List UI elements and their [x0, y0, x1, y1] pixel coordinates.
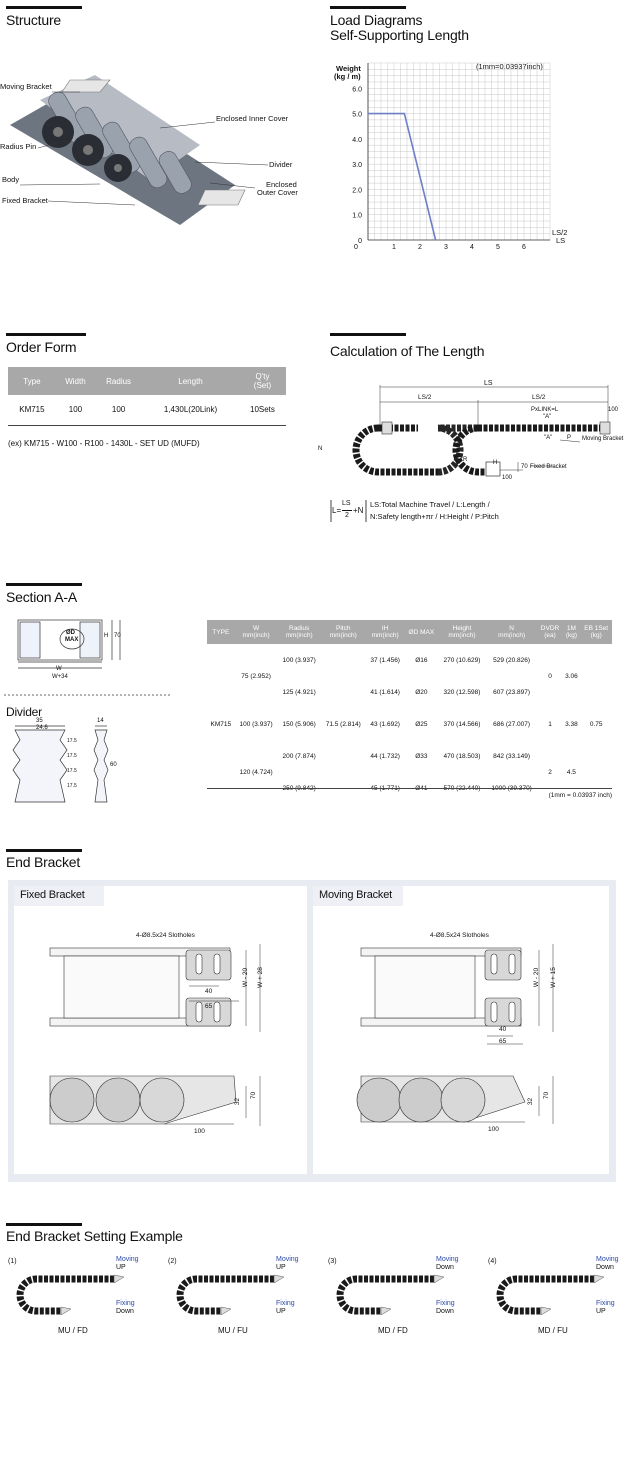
- end-bracket-title: End Bracket: [6, 854, 81, 870]
- setting-num: (1): [8, 1258, 17, 1265]
- load-chart: [328, 0, 628, 260]
- y-tick-label: 1.0: [352, 212, 362, 220]
- spec-row: [207, 740, 612, 772]
- setting-bot-2: UP: [596, 1308, 606, 1315]
- spec-header-4: [366, 620, 405, 644]
- spec-cell-radius: 200 (7.874): [282, 752, 316, 760]
- spec-cell-dvdr: 1: [548, 720, 552, 728]
- spec-header-text: Height: [452, 625, 472, 632]
- label-fixed-bracket: Fixed Bracket: [2, 196, 48, 205]
- spec-cell-n: 529 (20.826): [493, 656, 531, 664]
- header-bar: [6, 849, 82, 852]
- spec-header-text: mm(inch): [371, 632, 399, 639]
- spec-header-8: [538, 620, 563, 644]
- setting-bot-1: Fixing: [596, 1300, 615, 1307]
- fixed-dim-70: 70: [250, 1091, 258, 1100]
- x-axis-label-2: LS: [556, 236, 566, 245]
- y-tick-label: 5.0: [352, 111, 362, 119]
- fixed-bracket-box: [14, 886, 307, 1174]
- y-tick-label: 2.0: [352, 187, 362, 195]
- y-tick-label: 3.0: [352, 162, 362, 170]
- moving-dim-40: 40: [499, 1026, 507, 1033]
- moving-dim-100: 100: [488, 1126, 499, 1133]
- calc-label-ls2a: LS/2: [418, 394, 432, 401]
- formula-den: 2: [345, 512, 349, 519]
- spec-header-7: [486, 620, 538, 644]
- spec-header-text: (kg): [565, 632, 578, 639]
- spec-cell-1m: 3.06: [565, 672, 578, 680]
- moving-dim-70: 70: [543, 1091, 551, 1100]
- formula-num: LS: [342, 500, 351, 507]
- setting-num: (3): [328, 1258, 337, 1265]
- section-label-70: 70: [114, 633, 121, 639]
- spec-cell-height: 470 (18.503): [443, 752, 481, 760]
- structure-title: Structure: [6, 12, 61, 28]
- spec-header-text: Radius: [289, 625, 310, 632]
- spec-cell-ih: 41 (1.614): [370, 688, 400, 696]
- order-cell-type: KM715: [19, 405, 45, 415]
- section-drawing: [0, 580, 200, 810]
- spec-cell-od: Ø33: [415, 752, 428, 760]
- spec-header-3: [321, 620, 366, 644]
- spec-cell-dvdr: 0: [548, 672, 552, 680]
- spec-cell-n: 1000 (39.370): [491, 784, 532, 792]
- divider-label-35: 35: [36, 718, 43, 724]
- y-tick-label: 4.0: [352, 136, 362, 144]
- calc-label-100b: 100: [502, 475, 513, 481]
- spec-header-text: N: [509, 625, 514, 632]
- order-cell-length: 1,430L(20Link): [163, 405, 218, 415]
- spec-cell-height: 570 (22.440): [443, 784, 481, 792]
- setting-example-section: [0, 1220, 630, 1350]
- label-moving-bracket: Moving Bracket: [0, 82, 52, 91]
- spec-cell-od: Ø20: [415, 688, 428, 696]
- setting-example-4: [486, 1256, 626, 1346]
- order-title: Order Form: [6, 339, 77, 355]
- order-header-qty-unit: (Set): [253, 381, 272, 390]
- structure-section: [0, 0, 300, 240]
- order-header-radius: Radius: [95, 367, 142, 395]
- spec-cell-dvdr: 2: [548, 768, 552, 776]
- spec-cell-w: 75 (2.952): [241, 672, 271, 680]
- spec-cell-ih: 43 (1.692): [370, 720, 400, 728]
- calc-label-fixed: Fixed Bracket: [530, 464, 567, 470]
- calc-label-70: 70: [521, 464, 528, 470]
- divider-title: Divider: [6, 705, 42, 719]
- setting-chain-drawing: [166, 1256, 306, 1326]
- fixed-slot-label: 4-Ø8.5x24 Slotholes: [136, 932, 195, 939]
- label-body: Body: [2, 175, 20, 184]
- formula-line: [342, 510, 352, 511]
- order-cell-qty: 10Sets: [250, 405, 275, 415]
- spec-header-text: DVDR: [540, 625, 560, 632]
- spec-header-text: EB 1Set: [584, 625, 609, 632]
- spec-cell-od: Ø41: [415, 784, 428, 792]
- fixed-dim-40: 40: [205, 988, 213, 995]
- spec-cell-1m: 4.5: [566, 768, 576, 776]
- header-bar: [6, 333, 86, 336]
- y-tick-label: 6.0: [352, 86, 362, 94]
- label-radius-pin: Radius Pin: [0, 142, 37, 151]
- setting-caption: MU / FD: [58, 1326, 88, 1335]
- x-tick-label: 5: [496, 244, 500, 251]
- order-header-type: Type: [8, 367, 56, 395]
- spec-header-0: [207, 620, 235, 644]
- setting-chain-drawing: [6, 1256, 146, 1326]
- x-tick-label: 0: [354, 244, 358, 251]
- order-header-qty-label: Q'ty: [255, 372, 270, 381]
- setting-num: (2): [168, 1258, 177, 1265]
- label-enclosed-outer-cover-2: Outer Cover: [257, 188, 298, 197]
- setting-caption: MD / FU: [538, 1326, 568, 1335]
- section-label-h: H: [104, 633, 109, 639]
- order-cell-width: 100: [68, 405, 83, 415]
- setting-top-1: Moving: [596, 1256, 619, 1263]
- label-enclosed-inner-cover: Enclosed Inner Cover: [216, 114, 289, 123]
- calc-title: Calculation of The Length: [330, 343, 485, 359]
- setting-top-2: UP: [276, 1264, 286, 1271]
- calc-label-ls: LS: [484, 380, 493, 387]
- calculation-section: [318, 330, 630, 530]
- spec-cell-radius: 250 (9.842): [282, 784, 316, 792]
- x-tick-label: 6: [522, 244, 526, 251]
- spec-header-text: (ea): [544, 632, 556, 639]
- calc-label-a1: "A": [543, 414, 552, 420]
- section-label-od: ØD: [66, 630, 75, 636]
- setting-title: End Bracket Setting Example: [6, 1228, 183, 1244]
- fixed-dim-w20: W - 20: [242, 967, 250, 988]
- setting-bot-2: Down: [436, 1308, 454, 1315]
- setting-example-3: [326, 1256, 466, 1346]
- spec-header-text: 1M: [566, 625, 576, 632]
- spec-header-6: [438, 620, 485, 644]
- spec-cell-n: 686 (27.007): [493, 720, 531, 728]
- spec-cell-pitch: 71.5 (2.814): [325, 720, 361, 728]
- spec-cell-radius: 100 (3.937): [282, 656, 316, 664]
- fixed-bracket-title: Fixed Bracket: [20, 889, 85, 901]
- x-tick-label: 1: [392, 244, 396, 251]
- moving-dim-65: 65: [499, 1038, 507, 1045]
- spec-header-text: IH: [381, 625, 389, 632]
- order-example: (ex) KM715 - W100 - R100 - 1430L - SET UD (MUFD): [8, 439, 200, 448]
- spec-cell-od: Ø25: [415, 720, 428, 728]
- moving-slot-label: 4-Ø8.5x24 Slotholes: [430, 932, 489, 939]
- spec-header-text: mm(inch): [329, 632, 357, 639]
- spec-cell-height: 370 (14.566): [443, 720, 481, 728]
- setting-top-1: Moving: [436, 1256, 459, 1263]
- moving-dim-32: 32: [527, 1097, 535, 1106]
- calc-label-n: N: [318, 446, 323, 452]
- divider-label-60: 60: [110, 762, 117, 768]
- y-axis-label-2: (kg / m): [334, 72, 361, 81]
- spec-cell-w: 120 (4.724): [239, 768, 273, 776]
- spec-header-1: [235, 620, 278, 644]
- y-tick-label: 0: [358, 238, 362, 245]
- x-tick-label: 3: [444, 244, 448, 251]
- spec-header-text: Pitch: [336, 625, 351, 632]
- calc-label-pxlink: PxLINK=L: [531, 407, 559, 413]
- spec-note: (1mm = 0.03937 inch): [548, 792, 612, 799]
- setting-example-2: [166, 1256, 306, 1346]
- y-axis-label-1: Weight: [336, 64, 361, 73]
- spec-cell-od: Ø16: [415, 656, 428, 664]
- fixed-dim-100: 100: [194, 1128, 205, 1135]
- setting-top-1: Moving: [276, 1256, 299, 1263]
- calc-label-h: H: [493, 460, 498, 466]
- spec-header-text: mm(inch): [448, 632, 476, 639]
- calc-label-moving: Moving Bracket: [582, 436, 624, 442]
- fixed-bracket-drawing: [14, 886, 307, 1174]
- load-diagram-section: [328, 0, 628, 260]
- spec-header-10: [580, 620, 612, 644]
- setting-chain-drawing: [326, 1256, 466, 1326]
- section-aa: [0, 580, 630, 820]
- spec-cell-ih: 45 (1.771): [370, 784, 400, 792]
- spec-cell-radius: 125 (4.921): [282, 688, 316, 696]
- spec-header-text: mm(inch): [498, 632, 526, 639]
- spec-cell-height: 320 (12.598): [443, 688, 481, 696]
- x-tick-label: 4: [470, 244, 474, 251]
- setting-bot-1: Fixing: [116, 1300, 135, 1307]
- spec-cell-type: KM715: [210, 720, 232, 728]
- spec-table-rule: [207, 788, 612, 789]
- fixed-dim-32: 32: [234, 1097, 242, 1106]
- section-label-w34: W+34: [52, 674, 68, 680]
- setting-bot-2: UP: [276, 1308, 286, 1315]
- setting-bot-2: Down: [116, 1308, 134, 1315]
- spec-header-9: [562, 620, 580, 644]
- formula-plus: +N: [353, 506, 364, 515]
- divider-label-17-5a: 17.5: [67, 738, 77, 744]
- formula-lhs: L=: [332, 506, 342, 515]
- label-enclosed-outer-cover-1: Enclosed: [266, 180, 297, 189]
- spec-table: [207, 620, 612, 804]
- order-table: [8, 367, 286, 426]
- order-form-section: [0, 330, 300, 460]
- spec-header-text: TYPE: [212, 628, 230, 636]
- setting-example-1: [6, 1256, 146, 1346]
- setting-bot-1: Fixing: [276, 1300, 295, 1307]
- moving-bracket-drawing: [313, 886, 609, 1174]
- moving-bracket-title: Moving Bracket: [319, 889, 393, 901]
- order-header-width: Width: [56, 367, 95, 395]
- divider-label-24: 24.6: [36, 725, 48, 731]
- order-header-qty: [239, 367, 286, 395]
- x-axis-label-1: LS/2: [552, 228, 568, 237]
- setting-top-2: UP: [116, 1264, 126, 1271]
- setting-chain-drawing: [486, 1256, 626, 1326]
- setting-bot-1: Fixing: [436, 1300, 455, 1307]
- spec-row: [207, 708, 612, 740]
- divider-label-17-5d: 17.5: [67, 783, 77, 789]
- setting-top-2: Down: [436, 1264, 454, 1271]
- calc-label-a2: "A": [544, 435, 553, 441]
- x-tick-label: 2: [418, 244, 422, 251]
- setting-caption: MD / FD: [378, 1326, 408, 1335]
- divider-label-14: 14: [97, 718, 104, 724]
- spec-header-text: mm(inch): [285, 632, 313, 639]
- spec-cell-n: 607 (23.897): [493, 688, 531, 696]
- divider-label-17-5c: 17.5: [67, 768, 77, 774]
- calc-label-ls2b: LS/2: [532, 394, 546, 401]
- spec-header-5: [404, 620, 438, 644]
- setting-num: (4): [488, 1258, 497, 1265]
- load-title-1: Load Diagrams: [330, 12, 423, 28]
- calc-label-r: R: [463, 457, 468, 463]
- spec-header-text: mm(inch): [242, 632, 270, 639]
- spec-cell-1m: 3.38: [565, 720, 578, 728]
- spec-cell-height: 270 (10.629): [443, 656, 481, 664]
- end-bracket-section: [0, 846, 630, 1186]
- spec-header-2: [278, 620, 321, 644]
- section-label-w: W: [56, 666, 62, 672]
- order-header-length: Length: [142, 367, 239, 395]
- divider-label-17-5b: 17.5: [67, 753, 77, 759]
- spec-cell-ih: 37 (1.456): [370, 656, 400, 664]
- label-divider: Divider: [269, 160, 293, 169]
- moving-bracket-box: [313, 886, 609, 1174]
- spec-row: [207, 644, 612, 676]
- calc-label-100a: 100: [608, 407, 619, 413]
- load-title-2: Self-Supporting Length: [330, 27, 469, 43]
- spec-header-text: (kg): [590, 632, 602, 639]
- setting-top-2: Down: [596, 1264, 614, 1271]
- order-cell-radius: 100: [111, 405, 126, 415]
- load-unit-note: (1mm=0.03937inch): [476, 62, 543, 71]
- moving-dim-w20: W - 20: [533, 967, 541, 988]
- spec-cell-n: 842 (33.149): [493, 752, 531, 760]
- section-label-max: MAX: [65, 637, 79, 643]
- moving-dim-w15: W + 15: [549, 967, 557, 988]
- formula-desc-1: LS:Total Machine Travel / L:Length /: [370, 500, 490, 509]
- header-bar: [6, 1223, 82, 1226]
- spec-cell-w: 100 (3.937): [239, 720, 273, 728]
- setting-top-1: Moving: [116, 1256, 139, 1263]
- fixed-dim-65: 65: [205, 1003, 213, 1010]
- spec-cell-radius: 150 (5.906): [282, 720, 316, 728]
- formula-desc-2: N:Safety length+πr / H:Height / P:Pitch: [370, 512, 499, 521]
- setting-caption: MU / FU: [218, 1326, 248, 1335]
- spec-cell-ih: 44 (1.732): [370, 752, 400, 760]
- spec-cell-eb: 0.75: [589, 720, 603, 728]
- section-title: Section A-A: [6, 589, 77, 605]
- spec-header-text: ØD MAX: [408, 628, 435, 636]
- spec-header-text: W: [253, 625, 260, 632]
- calc-label-p: P: [567, 435, 572, 441]
- fixed-dim-w28: W + 28: [256, 967, 264, 988]
